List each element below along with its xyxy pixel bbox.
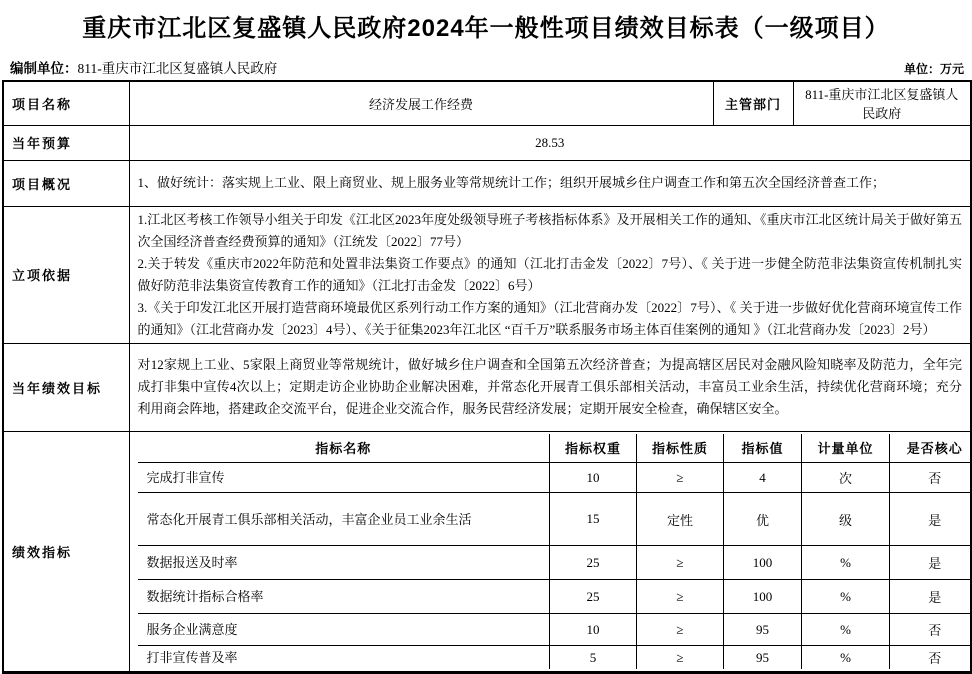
indicator-core: 是 [890,546,972,580]
indicator-row [138,646,972,670]
dept-label: 主管部门 [713,81,793,125]
goal-row [3,343,971,431]
indicator-nature: ≥ [637,646,724,670]
indicator-nature: ≥ [637,546,724,580]
indicator-unit: % [802,546,890,580]
indicators-label: 绩效指标 [3,431,129,673]
indicator-header-core: 是否核心 [890,434,972,463]
page-title: 重庆市江北区复盛镇人民政府2024年一般性项目绩效目标表（一级项目） [2,8,970,43]
indicator-name: 打非宣传普及率 [138,646,550,670]
indicators-header-row [138,434,972,463]
prepared-by-label: 编制单位： [10,61,78,76]
indicator-value: 100 [724,580,802,614]
indicator-nature: ≥ [637,614,724,646]
basis-text [129,206,971,343]
indicator-unit: 次 [802,463,890,493]
indicator-weight: 25 [550,546,637,580]
indicator-core: 否 [890,463,972,493]
indicator-header-name: 指标名称 [138,434,550,463]
indicators-cell [129,431,971,673]
indicator-row [138,493,972,546]
dept-value: 811-重庆市江北区复盛镇人民政府 [793,81,971,125]
overview-label: 项目概况 [3,160,129,206]
indicator-nature: 定性 [637,493,724,546]
indicator-value: 95 [724,614,802,646]
basis-label: 立项依据 [3,206,129,343]
basis-line: 1.江北区考核工作领导小组关于印发《江北区2023年度处级领导班子考核指标体系》及开展相关工作的通知、《重庆市江北区统计局关于做好第五次全国经济普查经费预算的通知》（江统发〔2022〕77号） [138,209,963,253]
indicator-header-nature: 指标性质 [637,434,724,463]
indicator-name: 常态化开展青工俱乐部相关活动，丰富企业员工业余生活 [138,493,550,546]
project-table [2,80,972,674]
meta-row [2,57,970,80]
indicator-core: 是 [890,580,972,614]
indicator-unit: % [802,614,890,646]
indicator-header-unit: 计量单位 [802,434,890,463]
unit-note: 单位：万元 [904,60,964,77]
budget-value: 28.53 [129,125,971,160]
indicator-name: 完成打非宣传 [138,463,550,493]
indicator-weight: 25 [550,580,637,614]
indicator-unit: 级 [802,493,890,546]
indicator-value: 95 [724,646,802,670]
indicators-table [138,434,972,670]
indicator-row [138,580,972,614]
indicator-core: 否 [890,614,972,646]
indicator-core: 否 [890,646,972,670]
overview-text: 1、做好统计：落实规上工业、限上商贸业、规上服务业等常规统计工作；组织开展城乡住户调查工作和第五次全国经济普查工作； [129,160,971,206]
indicator-nature: ≥ [637,463,724,493]
project-name-row [3,81,971,125]
indicator-value: 100 [724,546,802,580]
indicator-value: 优 [724,493,802,546]
indicator-core: 是 [890,493,972,546]
indicator-weight: 5 [550,646,637,670]
budget-row [3,125,971,160]
indicator-nature: ≥ [637,580,724,614]
indicator-header-weight: 指标权重 [550,434,637,463]
prepared-by [10,57,277,77]
prepared-by-value: 811-重庆市江北区复盛镇人民政府 [78,61,278,76]
project-name-value: 经济发展工作经费 [129,81,713,125]
basis-line: 3.《关于印发江北区开展打造营商环境最优区系列行动工作方案的通知》（江北营商办发〔2022〕7号）、《 关于进一步做好优化营商环境宣传工作的通知》（江北营商办发〔2023〕4号）、《关于征集2023年江北区 “百千万”联系服务市场主体百佳案例的通知 》（江北营商办发〔2023〕2号） [138,297,963,341]
basis-line: 2.关于转发《重庆市2022年防范和处置非法集资工作要点》的通知（江北打击金发〔2022〕7号）、《 关于进一步健全防范非法集资宣传机制扎实做好防范非法集资宣传教育工作的通知》（江北打击金发〔2022〕6号） [138,253,963,297]
indicator-unit: % [802,646,890,670]
indicator-row [138,546,972,580]
indicator-value: 4 [724,463,802,493]
indicator-weight: 15 [550,493,637,546]
basis-row [3,206,971,343]
indicator-name: 数据统计指标合格率 [138,580,550,614]
indicator-weight: 10 [550,614,637,646]
indicator-weight: 10 [550,463,637,493]
indicator-name: 服务企业满意度 [138,614,550,646]
goal-text: 对12家规上工业、5家限上商贸业等常规统计，做好城乡住户调查和全国第五次经济普查；为提高辖区居民对金融风险知晓率及防范力，全年完成打非集中宣传4次以上；定期走访企业协助企业解决困难，并常态化开展青工俱乐部相关活动，丰富员工业余生活，持续优化营商环境；充分利用商会阵地，搭建政企交流平台，促进企业交流合作，服务民营经济发展；定期开展安全检查，确保辖区安全。 [129,343,971,431]
indicator-row [138,614,972,646]
budget-label: 当年预算 [3,125,129,160]
indicator-unit: % [802,580,890,614]
indicators-row [3,431,971,673]
indicator-row [138,463,972,493]
indicator-header-value: 指标值 [724,434,802,463]
project-name-label: 项目名称 [3,81,129,125]
overview-row [3,160,971,206]
indicator-name: 数据报送及时率 [138,546,550,580]
goal-label: 当年绩效目标 [3,343,129,431]
